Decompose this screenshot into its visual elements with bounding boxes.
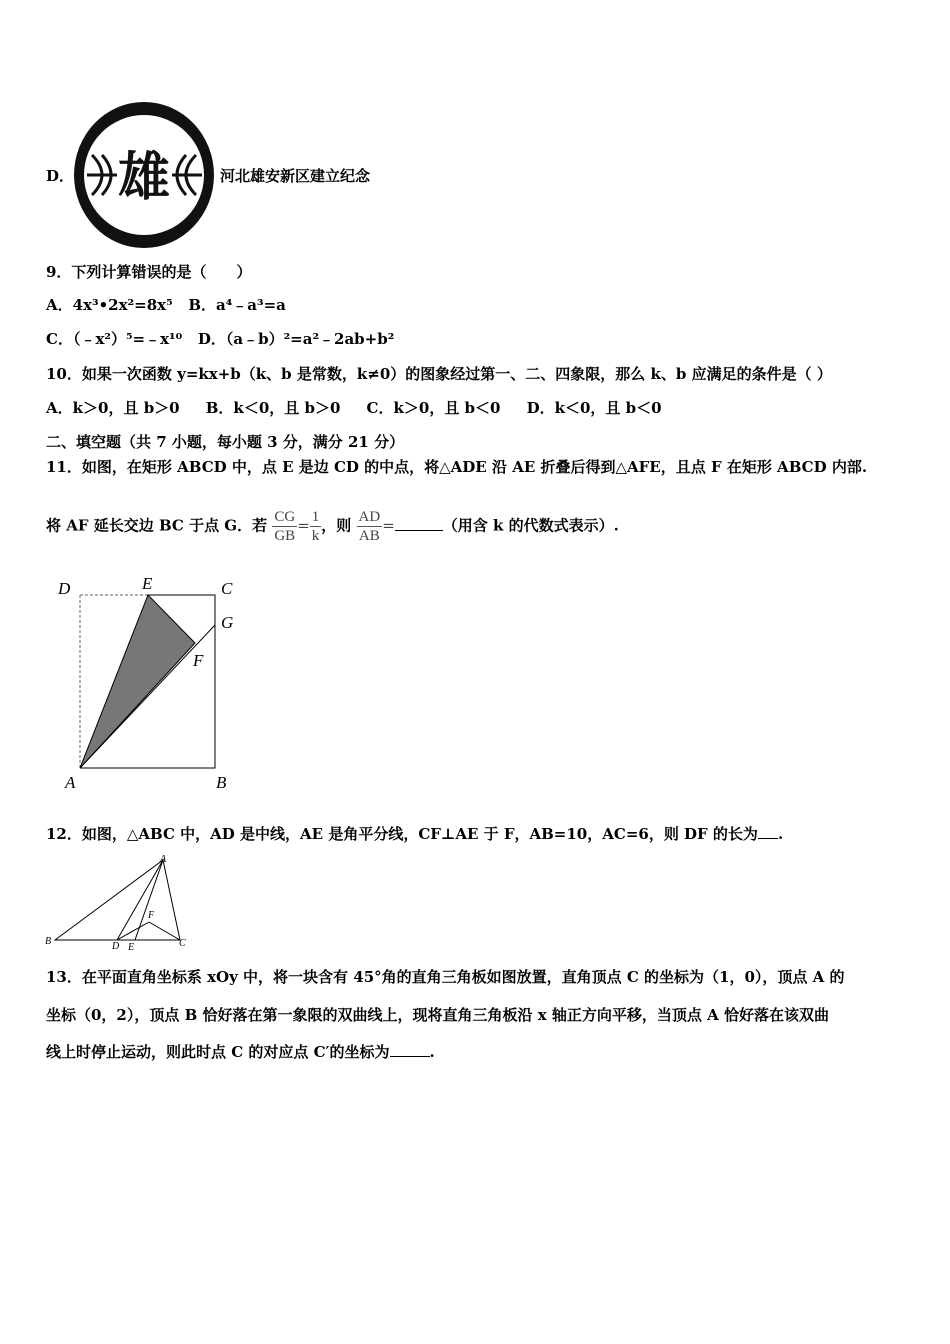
equals: =	[297, 516, 310, 535]
q10-option-b: B．k＜0，且 b＞0	[205, 399, 341, 417]
q9-options-cd	[46, 328, 394, 349]
frac-num: CG	[274, 509, 296, 525]
figure-point-label: E	[142, 574, 153, 593]
frac-den: GB	[274, 528, 296, 544]
fraction-cg-gb	[272, 508, 297, 545]
figure-point-label: F	[148, 910, 155, 921]
figure-point-label: D	[112, 941, 120, 950]
q10-option-a: A．k＞0，且 b＞0	[46, 399, 180, 417]
q9-options-ab	[46, 294, 286, 315]
q10-option-c: C．k＞0，且 b＜0	[366, 399, 501, 417]
figure-point-label: B	[216, 773, 227, 792]
q13-stem-end: 线上时停止运动，则此时点 C 的对应点 C′的坐标为	[46, 1043, 390, 1061]
q11-line1: 11．如图，在矩形 ABCD 中，点 E 是边 CD 的中点，将△ADE 沿 AE 折叠后得到△AFE，且点 F 在矩形 ABCD 内部.	[46, 458, 868, 476]
xiongan-logo	[72, 100, 217, 250]
q11-figure	[50, 570, 250, 795]
q8-option-d-text: 河北雄安新区建立纪念	[220, 167, 371, 185]
figure-point-label: E	[128, 942, 135, 950]
q12-figure	[40, 850, 200, 950]
answer-blank	[758, 824, 778, 839]
fraction-1-k	[310, 508, 322, 545]
q11-text-a: 将 AF 延长交边 BC 于点 G．若	[46, 516, 268, 535]
q13-line2: 坐标（0，2），顶点 B 恰好落在第一象限的双曲线上，现将直角三角板沿 x 轴正方向平移，当顶点 A 恰好落在该双曲	[46, 1006, 829, 1024]
answer-blank	[395, 516, 443, 531]
q9-option-c: （﹣x²）⁵=﹣x¹⁰	[72, 330, 183, 348]
frac-den: k	[311, 528, 320, 544]
q9-b-label: B．	[188, 296, 217, 314]
q10-option-d: D．k＜0，且 b＜0	[526, 399, 662, 417]
q13-end: .	[429, 1043, 435, 1061]
q11-line2	[46, 508, 619, 545]
q9-stem: 9．下列计算错误的是（ ）	[46, 263, 252, 281]
fraction-ad-ab	[357, 508, 383, 545]
frac-num: 1	[311, 509, 320, 525]
section-2-heading: 二、填空题（共 7 小题，每小题 3 分，满分 21 分）	[46, 433, 405, 451]
figure-point-label: 雄	[117, 148, 171, 208]
q13-line3	[46, 1041, 435, 1062]
answer-blank	[390, 1042, 430, 1057]
folded-triangle	[80, 595, 195, 768]
frac-num: AD	[358, 509, 381, 525]
q9-option-a: 4x³•2x²=8x⁵	[72, 296, 173, 314]
q9-option-b: a⁴﹣a³=a	[216, 296, 286, 314]
q9-option-d: （a﹣b）²=a²﹣2ab+b²	[225, 330, 395, 348]
q10-options	[46, 397, 662, 418]
figure-point-label: A	[65, 773, 76, 792]
figure-point-label: A	[160, 854, 167, 865]
figure-point-label: F	[193, 651, 204, 670]
q13-line1: 13．在平面直角坐标系 xOy 中，将一块含有 45°角的直角三角板如图放置，直角顶点 C 的坐标为（1，0），顶点 A 的	[46, 968, 845, 986]
q10-stem: 10．如果一次函数 y=kx+b（k、b 是常数，k≠0）的图象经过第一、二、四象限，那么 k、b 应满足的条件是（ ）	[46, 365, 832, 383]
q9-c-label: C．	[46, 330, 73, 348]
q11-text-b: ，则	[321, 516, 352, 535]
figure-point-label: G	[221, 613, 234, 632]
q9-a-label: A．	[46, 296, 73, 314]
figure-point-label: D	[58, 579, 71, 598]
q12-stem: 12．如图，△ABC 中，AD 是中线，AE 是角平分线，CF⊥AE 于 F，AB=10，AC=6，则 DF 的长为	[46, 825, 758, 843]
q9-d-label: D．	[197, 330, 226, 348]
q12-end: .	[777, 825, 784, 843]
q8-option-d-label: D．	[46, 167, 75, 185]
q12-text	[46, 823, 783, 844]
q11-text-c: （用含 k 的代数式表示）.	[442, 516, 619, 535]
figure-point-label: B	[45, 936, 52, 947]
figure-point-label: C	[179, 938, 186, 949]
frac-den: AB	[358, 528, 380, 544]
figure-point-label: C	[221, 579, 233, 598]
equals: =	[382, 516, 395, 535]
